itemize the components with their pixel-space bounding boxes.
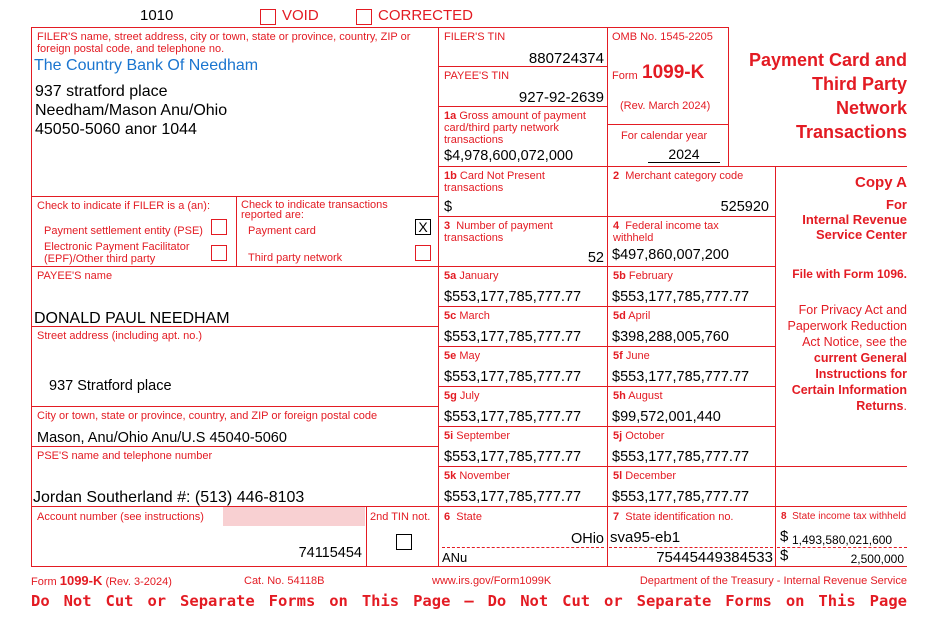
box-1b-label: 1b Card Not Present transactions: [444, 170, 545, 194]
third-party-network-label: Third party network: [248, 252, 343, 264]
filer-address-line1: 937 stratford place: [35, 83, 168, 100]
box-5a-label: 5a January: [444, 270, 499, 282]
calendar-year-label: For calendar year: [621, 130, 708, 142]
box-5h-label: 5h August: [613, 390, 663, 402]
form-title: Payment Card and Third Party Network Transactions: [748, 50, 907, 142]
filer-tin-value: 880724374: [528, 50, 604, 67]
street-label: Street address (including apt. no.): [37, 330, 203, 342]
account-label: Account number (see instructions): [37, 511, 204, 523]
account-highlight: [223, 507, 365, 526]
box-2-label: 2 Merchant category code: [613, 170, 744, 182]
box-6-label: 6 State: [444, 511, 482, 523]
corrected-label: CORRECTED: [378, 7, 474, 24]
box-6-value-1: OHio: [570, 531, 604, 547]
box-1b-value: $: [444, 199, 453, 215]
box-5a-value: $553,177,785,777.77: [444, 289, 582, 305]
box-5k-label: 5k November: [444, 470, 511, 482]
box-5f-label: 5f June: [613, 350, 650, 362]
payee-name-label: PAYEE'S name: [37, 270, 113, 282]
epf-checkbox[interactable]: [211, 245, 227, 261]
box-5g-value: $553,177,785,777.77: [444, 409, 582, 425]
calendar-year: 2024: [648, 146, 720, 163]
payee-name: DONALD PAUL NEEDHAM: [34, 310, 230, 327]
box-1a-value: $4,978,600,072,000: [444, 148, 574, 164]
transaction-type-label: Check to indicate transactions reported are:: [241, 199, 388, 221]
copy-file-with: File with Form 1096.: [792, 267, 907, 281]
box-5h-value: $99,572,001,440: [612, 409, 721, 425]
second-tin-checkbox[interactable]: [396, 534, 412, 550]
box-4-label: 4 Federal income tax withheld: [613, 220, 719, 244]
copy-privacy: For Privacy Act and Paperwork Reduction Act Notice, see the current General Instructions for Certain Information Returns.: [787, 303, 907, 413]
copy-irs: Internal Revenue Service Center: [802, 212, 907, 242]
city-value: Mason, Anu/Ohio Anu/U.S 45040-5060: [37, 430, 287, 446]
pse-checkbox[interactable]: [211, 219, 227, 235]
form-name: 1099-K: [642, 62, 705, 83]
footer-dept: Department of the Treasury - Internal Revenue Service: [639, 575, 907, 587]
footer-url[interactable]: www.irs.gov/Form1099K: [432, 575, 552, 587]
box-5e-value: $553,177,785,777.77: [444, 369, 582, 385]
box-3-value: 52: [587, 250, 604, 266]
box-6-value-2: ANu: [442, 550, 468, 565]
box-5j-label: 5j October: [613, 430, 665, 442]
copy-for: For: [886, 197, 907, 212]
account-value: 74115454: [298, 545, 362, 561]
box-7-divider: [609, 547, 773, 548]
box-8-value-2: 2,500,000: [850, 552, 904, 566]
box-5i-value: $553,177,785,777.77: [444, 449, 582, 465]
payment-card-checkbox[interactable]: X: [415, 219, 431, 235]
pse-name-label: PSE'S name and telephone number: [37, 450, 213, 462]
box-5i-label: 5i September: [444, 430, 511, 442]
form-code: 1010: [140, 7, 174, 24]
box-2-value: 525920: [720, 199, 769, 215]
box-5f-value: $553,177,785,777.77: [612, 369, 750, 385]
box-8-dollar-1: $: [780, 528, 789, 545]
box-1a-label: 1a Gross amount of payment card/third party network transactions: [444, 110, 586, 146]
form-revision: (Rev. March 2024): [620, 100, 711, 112]
box-4-value: $497,860,007,200: [612, 247, 729, 263]
pse-option-label: Payment settlement entity (PSE): [44, 225, 203, 237]
do-not-cut-warning: Do Not Cut or Separate Forms on This Page — Do Not Cut or Separate Forms on This Page: [31, 592, 907, 610]
box-5d-label: 5d April: [613, 310, 651, 322]
box-8-label: 8 State income tax withheld: [781, 511, 907, 522]
form-prefix: Form: [612, 70, 638, 82]
box-5c-value: $553,177,785,777.77: [444, 329, 582, 345]
box-5j-value: $553,177,785,777.77: [612, 449, 750, 465]
box-5k-value: $553,177,785,777.77: [444, 489, 582, 505]
corrected-checkbox[interactable]: [356, 9, 372, 25]
box-7-value-2: 75445449384533: [656, 549, 773, 566]
box-5l-value: $553,177,785,777.77: [612, 489, 750, 505]
box-8-divider: [777, 547, 907, 548]
payee-tin-value: 927-92-2639: [518, 89, 604, 106]
city-label: City or town, state or province, country, and ZIP or foreign postal code: [37, 410, 378, 422]
box-5g-label: 5g July: [444, 390, 480, 402]
payee-tin-label: PAYEE'S TIN: [444, 70, 510, 82]
box-5d-value: $398,288,005,760: [612, 329, 729, 345]
footer-cat: Cat. No. 54118B: [244, 575, 325, 587]
footer-form: Form 1099-K (Rev. 3-2024): [31, 573, 172, 588]
third-party-network-checkbox[interactable]: [415, 245, 431, 261]
filer-label: FILER'S name, street address, city or town, state or province, country, ZIP or foreign postal code, and telephone no.: [37, 31, 411, 55]
omb-number: OMB No. 1545-2205: [612, 31, 713, 43]
copy-title: Copy A: [855, 174, 907, 191]
street-value: 937 Stratford place: [49, 378, 172, 394]
second-tin-label: 2nd TIN not.: [370, 511, 431, 523]
box-7-value-1: sva95-eb1: [610, 529, 681, 546]
void-label: VOID: [282, 7, 319, 24]
void-checkbox[interactable]: [260, 9, 276, 25]
box-5b-label: 5b February: [613, 270, 673, 282]
filer-name: The Country Bank Of Needham: [34, 57, 259, 74]
filer-address-line3: 45050-5060 anor 1044: [35, 121, 197, 138]
box-5b-value: $553,177,785,777.77: [612, 289, 750, 305]
filer-type-label: Check to indicate if FILER is a (an):: [37, 200, 211, 212]
epf-option-label: Electronic Payment Facilitator (EPF)/Other third party: [44, 241, 190, 265]
box-3-label: 3 Number of payment transactions: [444, 220, 553, 244]
box-7-label: 7 State identification no.: [613, 511, 734, 523]
pse-name-value: Jordan Southerland #: (513) 446-8103: [33, 489, 305, 506]
payment-card-label: Payment card: [248, 225, 316, 237]
box-6-divider: [442, 547, 604, 548]
filer-address-line2: Needham/Mason Anu/Ohio: [35, 102, 228, 119]
box-8-value-1: 1,493,580,021,600: [792, 533, 893, 547]
box-5e-label: 5e May: [444, 350, 481, 362]
box-5c-label: 5c March: [444, 310, 490, 322]
box-5l-label: 5l December: [613, 470, 676, 482]
filer-tin-label: FILER'S TIN: [444, 31, 506, 43]
box-8-dollar-2: $: [780, 547, 789, 564]
